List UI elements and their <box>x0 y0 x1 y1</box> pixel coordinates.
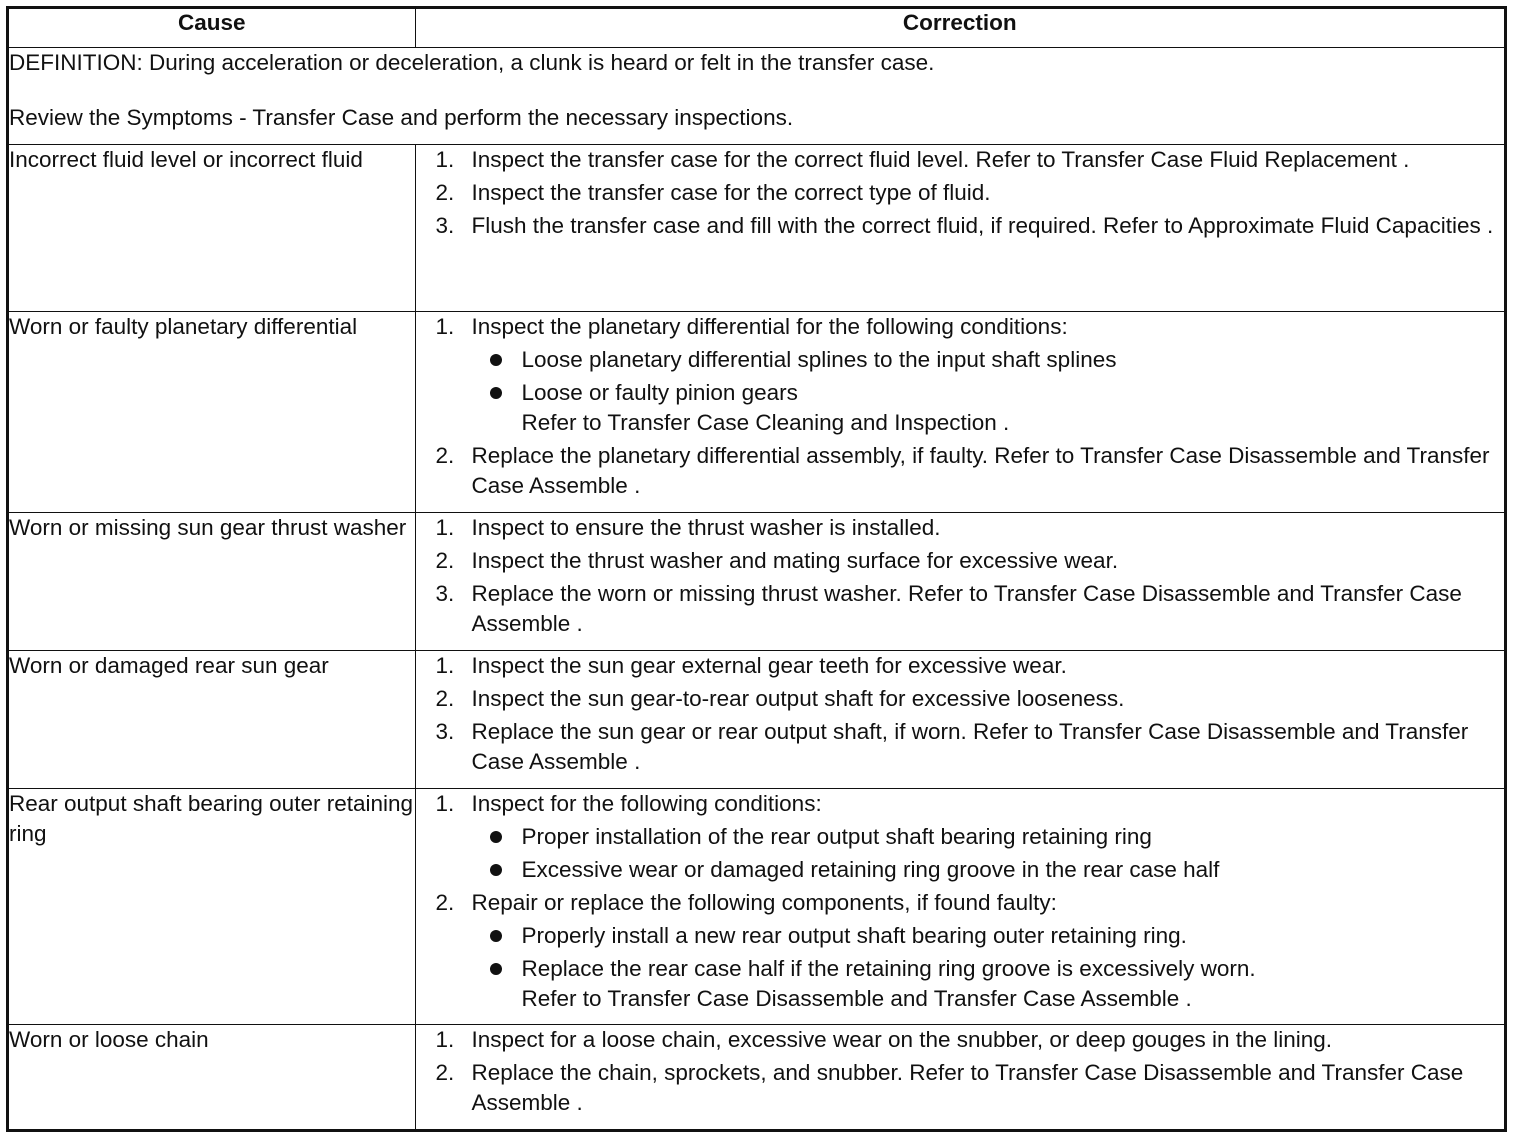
cause-cell: Worn or loose chain <box>9 1025 415 1130</box>
diagnostic-table-frame <box>6 6 1507 1132</box>
diagnostic-table <box>9 9 1504 1129</box>
correction-steps <box>416 145 1505 241</box>
correction-cell <box>415 513 1504 651</box>
correction-steps <box>416 789 1505 1014</box>
correction-cell <box>415 651 1504 789</box>
correction-steps <box>416 651 1505 777</box>
bullet-icon <box>490 354 502 366</box>
bullet-icon <box>490 387 502 399</box>
correction-step <box>416 211 1505 241</box>
correction-step <box>416 684 1505 714</box>
bullet-icon <box>490 864 502 876</box>
correction-steps <box>416 1025 1505 1118</box>
step-number: 1. <box>435 653 455 678</box>
bullet-icon <box>490 831 502 843</box>
correction-step <box>416 546 1505 576</box>
step-text: Inspect to ensure the thrust washer is installed. <box>471 515 941 540</box>
correction-cell <box>415 145 1504 312</box>
component-item <box>472 921 1505 951</box>
header-cause: Cause <box>9 9 415 48</box>
step-number: 2. <box>435 548 455 573</box>
correction-cell <box>415 312 1504 513</box>
correction-step <box>416 651 1505 681</box>
bullet-icon <box>490 963 502 975</box>
correction-step <box>416 888 1505 1014</box>
condition-text: Loose or faulty pinion gears <box>521 380 798 405</box>
step-number: 2. <box>435 443 455 468</box>
correction-step <box>416 1025 1505 1055</box>
step-text: Inspect the transfer case for the correct fluid level. Refer to Transfer Case Fluid Replacement . <box>471 147 1410 172</box>
correction-step <box>416 178 1505 208</box>
cause-cell: Worn or faulty planetary differential <box>9 312 415 513</box>
step-text: Flush the transfer case and fill with the correct fluid, if required. Refer to Approximate Fluid Capacities . <box>471 213 1494 238</box>
correction-steps <box>416 312 1505 501</box>
step-number: 2. <box>435 890 455 915</box>
step-number: 1. <box>435 791 455 816</box>
condition-item <box>472 378 1505 438</box>
step-number: 3. <box>435 213 455 238</box>
condition-list <box>472 345 1505 438</box>
table-row <box>9 513 1504 651</box>
correction-cell <box>415 789 1504 1025</box>
step-text: Replace the planetary differential assembly, if faulty. Refer to Transfer Case Disassemble and Transfer Case Assemble . <box>471 443 1490 498</box>
step-text: Inspect the sun gear external gear teeth for excessive wear. <box>471 653 1067 678</box>
header-correction: Correction <box>415 9 1504 48</box>
component-item <box>472 954 1505 1014</box>
review-text: Review the Symptoms - Transfer Case and perform the necessary inspections. <box>9 105 794 130</box>
step-text: Inspect for the following conditions: <box>471 791 822 816</box>
table-header-row <box>9 9 1504 48</box>
step-number: 3. <box>435 719 455 744</box>
step-text: Replace the chain, sprockets, and snubber. Refer to Transfer Case Disassemble and Transfer Case Assemble . <box>471 1060 1464 1115</box>
step-number: 2. <box>435 180 455 205</box>
correction-step <box>416 789 1505 885</box>
condition-item <box>472 822 1505 852</box>
component-text: Replace the rear case half if the retaining ring groove is excessively worn. <box>521 956 1256 981</box>
step-number: 1. <box>435 147 455 172</box>
correction-step <box>416 717 1505 777</box>
step-text: Inspect the sun gear-to-rear output shaft for excessive looseness. <box>471 686 1125 711</box>
condition-text: Loose planetary differential splines to the input shaft splines <box>521 347 1117 372</box>
component-list <box>472 921 1505 1014</box>
condition-list <box>472 822 1505 885</box>
table-row <box>9 789 1504 1025</box>
step-text: Inspect the planetary differential for the following conditions: <box>471 314 1068 339</box>
condition-text: Proper installation of the rear output shaft bearing retaining ring <box>521 824 1152 849</box>
step-text: Replace the worn or missing thrust washer. Refer to Transfer Case Disassemble and Transfer Case Assemble . <box>471 581 1462 636</box>
correction-step <box>416 513 1505 543</box>
table-row <box>9 312 1504 513</box>
step-number: 2. <box>435 686 455 711</box>
step-number: 1. <box>435 515 455 540</box>
reference-text: Refer to Transfer Case Disassemble and Transfer Case Assemble . <box>521 986 1192 1011</box>
table-row <box>9 1025 1504 1130</box>
table-row <box>9 145 1504 312</box>
condition-item <box>472 345 1505 375</box>
step-number: 3. <box>435 581 455 606</box>
step-number: 1. <box>435 1027 455 1052</box>
cause-cell: Rear output shaft bearing outer retaining ring <box>9 789 415 1025</box>
correction-steps <box>416 513 1505 639</box>
correction-step <box>416 441 1505 501</box>
correction-step <box>416 145 1505 175</box>
cause-cell: Worn or damaged rear sun gear <box>9 651 415 789</box>
table-row <box>9 651 1504 789</box>
condition-text: Excessive wear or damaged retaining ring groove in the rear case half <box>521 857 1220 882</box>
step-text: Inspect the transfer case for the correct type of fluid. <box>471 180 991 205</box>
definition-text: DEFINITION: During acceleration or deceleration, a clunk is heard or felt in the transfer case. <box>9 50 935 75</box>
definition-cell <box>9 48 1504 145</box>
correction-step <box>416 579 1505 639</box>
definition-row <box>9 48 1504 145</box>
bullet-icon <box>490 930 502 942</box>
cause-cell: Incorrect fluid level or incorrect fluid <box>9 145 415 312</box>
cause-cell: Worn or missing sun gear thrust washer <box>9 513 415 651</box>
step-text: Repair or replace the following components, if found faulty: <box>471 890 1057 915</box>
step-text: Inspect the thrust washer and mating surface for excessive wear. <box>471 548 1119 573</box>
correction-step <box>416 1058 1505 1118</box>
step-text: Replace the sun gear or rear output shaft, if worn. Refer to Transfer Case Disassemble and Transfer Case Assemble . <box>471 719 1469 774</box>
component-text: Properly install a new rear output shaft bearing outer retaining ring. <box>521 923 1187 948</box>
step-number: 2. <box>435 1060 455 1085</box>
step-number: 1. <box>435 314 455 339</box>
correction-cell <box>415 1025 1504 1130</box>
correction-step <box>416 312 1505 438</box>
step-text: Inspect for a loose chain, excessive wear on the snubber, or deep gouges in the lining. <box>471 1027 1333 1052</box>
reference-text: Refer to Transfer Case Cleaning and Inspection . <box>521 410 1010 435</box>
condition-item <box>472 855 1505 885</box>
